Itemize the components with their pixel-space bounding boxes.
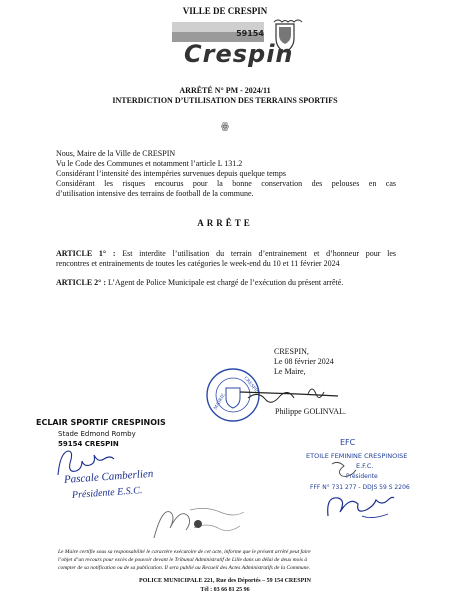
article-1-label: ARTICLE 1° : (56, 249, 116, 258)
city-title: VILLE DE CRESPIN (182, 6, 268, 16)
article-1-text: Est interdite l’utilisation du terrain d’entrainement et d’honneur pour les (115, 249, 396, 258)
preamble-line-5: d’utilisation intensive des terrains de football de la commune. (56, 189, 254, 198)
svg-text:MAIRIE: MAIRIE (213, 393, 227, 411)
signature-role: Le Maire, (274, 367, 306, 376)
article-2-label: ARTICLE 2° : (56, 278, 107, 287)
legal-notice-line-2: l’objet d’un recours pour excès de pouvoir devant le Tribunal Administratif de Lille dans un délai de deux mois à (58, 557, 308, 563)
esc-stamp-city: 59154 CRESPIN (58, 440, 119, 448)
article-1-line-2: rencontres et entrainements de toutes les catégories le week-end du 10 et 11 février 2024 (56, 259, 340, 268)
svg-text:CRESPIN: CRESPIN (242, 376, 260, 396)
esc-stamp-club: ECLAIR SPORTIF CRESPINOIS (36, 418, 166, 427)
efc-stamp-club: ETOILE FEMININE CRESPINOISE (306, 452, 408, 460)
signature-date: Le 08 février 2024 (274, 357, 334, 366)
efc-president-signature (322, 456, 402, 526)
divider-ornament: ꙮ (221, 121, 229, 131)
footer-telephone: Tél : 03 66 81 25 96 (200, 587, 250, 593)
efc-stamp-club-abbrev: E.F.C. (356, 462, 374, 470)
arrete-subject: INTERDICTION D’UTILISATION DES TERRAINS SPORTIFS (112, 96, 338, 105)
svg-text:59154: 59154 (236, 29, 264, 38)
signature-place: CRESPIN, (274, 347, 309, 356)
decision-heading: ARRÊTE (197, 218, 253, 228)
preamble-line-3: Considérant l’intensité des intempéries survenues depuis quelque temps (56, 169, 286, 178)
pencil-scribble-graphic (150, 498, 250, 544)
efc-stamp-abbrev: EFC (340, 438, 356, 447)
logo-wordmark: Crespin (184, 40, 294, 68)
esc-handwritten-title: Présidente E.S.C. (71, 485, 143, 501)
footer-police-address: POLICE MUNICIPALE 221, Rue des Déportés – 59 154 CRESPIN (139, 578, 311, 584)
article-2-text: L’Agent de Police Municipale est chargé de l’exécution du présent arrêté. (106, 278, 344, 287)
article-2-line (56, 278, 343, 287)
article-1-line-1 (56, 249, 396, 258)
legal-notice-line-3: compter de sa notification ou de sa publication. Il sera publié au Recueil des Actes Administratifs de la Commune. (58, 565, 311, 571)
mayor-name: Philippe GOLINVAL. (275, 407, 346, 416)
preamble-line-4: Considérant les risques encourus pour la bonne conservation des pelouses en cas (56, 179, 396, 188)
esc-handwritten-name: Pascale Camberlien (63, 467, 154, 486)
mayor-signature (238, 380, 348, 410)
pencil-scribble (150, 498, 250, 544)
legal-notice-line-1: Le Maire certifie sous sa responsabilité le caractère exécutoire de cet acte, informe que le présent arrêté peut faire (58, 549, 311, 555)
efc-stamp-affiliation: FFF N° 731 277 - DDJS 59 S 2206 (310, 484, 410, 491)
esc-stamp-stadium: Stade Edmond Romby (58, 430, 136, 438)
city-logo (150, 18, 310, 78)
preamble-line-2: Vu le Code des Communes et notamment l’article L 131.2 (56, 159, 243, 168)
mayor-signature-graphic (238, 380, 348, 410)
efc-stamp-president: Présidente (346, 473, 378, 480)
arrete-number: ARRÊTÉ N° PM - 2024/11 (179, 86, 271, 95)
efc-signature-graphic (322, 456, 402, 526)
preamble-line-1: Nous, Maire de la Ville de CRESPIN (56, 149, 176, 158)
